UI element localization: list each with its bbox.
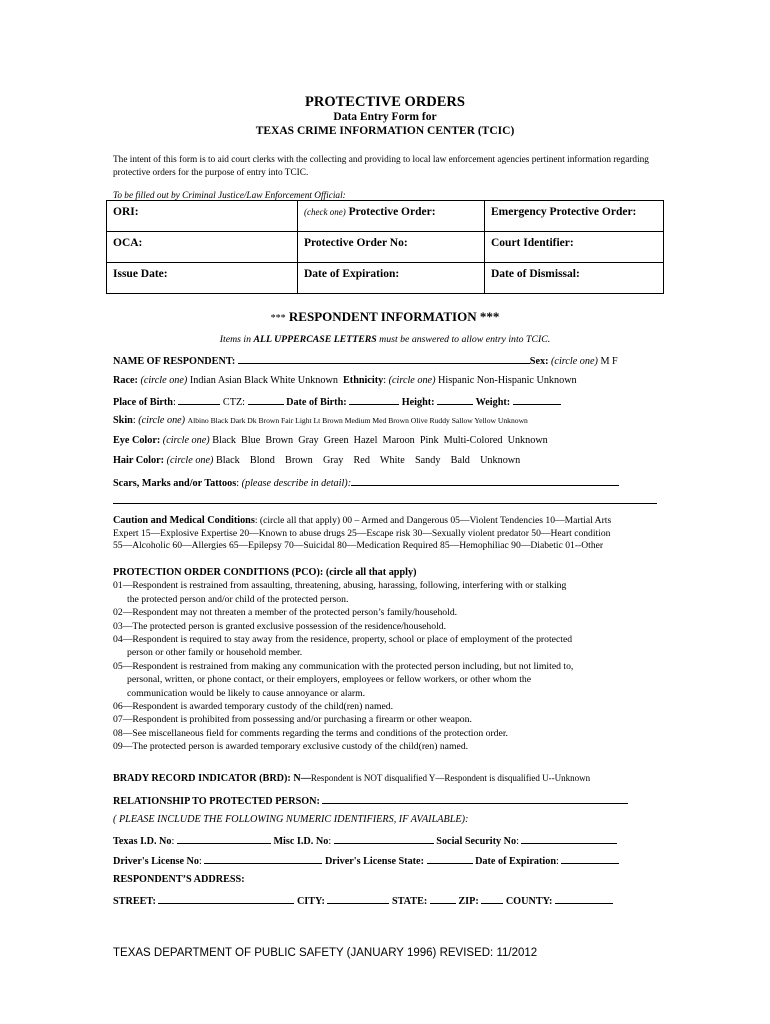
pco-04-line-2: person or other family or household member. (127, 647, 303, 659)
name-field[interactable] (238, 354, 530, 364)
skin-options[interactable]: Albino Black Dark Dk Brown Fair Light Lt Brown Medium Med Brown Olive Ruddy Sallow Yellow Unknown (187, 416, 528, 425)
scars-label: Scars, Marks and/or Tattoos (113, 478, 237, 489)
sex-options[interactable]: M F (600, 356, 618, 367)
expiration-label: Date of Expiration: (304, 268, 400, 280)
court-identifier-cell[interactable] (485, 232, 664, 263)
relationship-field[interactable] (322, 794, 628, 804)
respondent-heading (0, 309, 770, 325)
city-field[interactable] (327, 894, 389, 904)
race-options[interactable]: Indian Asian Black White Unknown (189, 375, 338, 386)
pco-05-line-2: personal, written, or phone contact, or their employers, employees or fellow workers, or other whom the (127, 674, 532, 686)
heading-stars: *** (270, 313, 286, 324)
city-label: CITY: (296, 896, 325, 907)
eye-row (113, 435, 661, 446)
heading-text: RESPONDENT INFORMATION *** (288, 309, 500, 324)
check-one-note: (check one) (304, 207, 346, 217)
brady-options[interactable]: Respondent is NOT disqualified Y—Respondent is disqualified U--Unknown (310, 773, 591, 783)
skin-label: Skin (113, 415, 133, 426)
scars-row: Scars, Marks and/or Tattoos: (please describe in detail): (113, 476, 661, 489)
skin-note: (circle one) (138, 415, 186, 426)
weight-label: Weight: (475, 397, 511, 408)
dl-state-label: Driver's License State: (324, 856, 424, 867)
name-label: NAME OF RESPONDENT: (113, 356, 236, 367)
pco-06[interactable]: 06—Respondent is awarded temporary custody of the child(ren) named. (113, 701, 394, 713)
ethnicity-options[interactable]: Hispanic Non-Hispanic Unknown (438, 375, 577, 386)
ethnicity-note: (circle one) (388, 375, 436, 386)
items-note (0, 334, 770, 345)
pco-heading: PROTECTION ORDER CONDITIONS (PCO): (circle all that apply) (113, 567, 417, 578)
issue-date-label: Issue Date: (113, 268, 168, 280)
protective-order-cell[interactable] (298, 201, 485, 232)
misc-id-field[interactable] (334, 834, 434, 844)
intro-text: The intent of this form is to aid court clerks with the collecting and providing to local law enforcement agencies pertinent information regarding protective orders for the purpose of entry into TCIC. (113, 155, 649, 178)
dl-exp-label: Date of Expiration (475, 856, 556, 867)
scars-field[interactable] (351, 476, 619, 486)
dob-label: Date of Birth: (286, 397, 347, 408)
expiration-cell[interactable] (298, 263, 485, 294)
items-note-post: must be answered to allow entry into TCIC. (376, 334, 551, 345)
name-row (113, 354, 661, 367)
eye-note: (circle one) (162, 435, 210, 446)
protective-order-no-label: Protective Order No: (304, 237, 408, 249)
ctz-label: CTZ: (222, 397, 245, 408)
pco-03[interactable]: 03—The protected person is granted exclusive possession of the residence/household. (113, 620, 447, 632)
ethnicity-label: Ethnicity (343, 375, 384, 386)
brady-n-letter[interactable]: N— (293, 773, 311, 784)
ssn-label: Social Security No (436, 836, 517, 847)
hair-note: (circle one) (166, 455, 214, 466)
caution-line-1[interactable]: (circle all that apply) 00 – Armed and Dangerous 05—Violent Tendencies 10—Martial Arts (259, 515, 612, 526)
ori-label: ORI: (113, 206, 139, 218)
birth-row: Place of Birth: CTZ: Date of Birth: Height: Weight: (113, 395, 661, 408)
texas-id-label: Texas I.D. No (113, 836, 172, 847)
ids-row-2: Driver's License No: Driver's License State: Date of Expiration: (113, 854, 661, 867)
form-title: PROTECTIVE ORDERS (305, 94, 465, 110)
brady-label: BRADY RECORD INDICATOR (BRD): (113, 773, 291, 784)
sex-note: (circle one) (551, 356, 598, 367)
address-row (113, 894, 661, 907)
pco-04-line-1[interactable]: 04—Respondent is required to stay away from the residence, property, school or place of employment of the protected (113, 634, 573, 646)
street-field[interactable] (158, 894, 294, 904)
form-subtitle-2: TEXAS CRIME INFORMATION CENTER (TCIC) (255, 125, 515, 137)
scars-field-line-2[interactable] (113, 503, 657, 504)
pco-08[interactable]: 08—See miscellaneous field for comments regarding the terms and conditions of the protection order. (113, 727, 508, 739)
caution-label: Caution and Medical Conditions (113, 515, 255, 526)
scars-note: (please describe in detail): (241, 478, 352, 489)
race-note: (circle one) (140, 375, 188, 386)
sex-label: Sex: (529, 356, 549, 367)
eye-label: Eye Color: (113, 435, 161, 446)
race-label: Race: (113, 375, 138, 386)
dl-state-field[interactable] (427, 854, 473, 864)
to-fill-note: To be filled out by Criminal Justice/Law Enforcement Official: (113, 191, 346, 201)
pco-02[interactable]: 02—Respondent may not threaten a member of the protected person’s family/household. (113, 607, 458, 619)
emergency-order-label: Emergency Protective Order: (491, 206, 637, 218)
pco-05-line-1[interactable]: 05—Respondent is restrained from making any communication with the protected person including, but not limited to, (113, 660, 574, 672)
pco-01-line-1[interactable]: 01—Respondent is restrained from assaulting, threatening, abusing, harassing, following, interfering with or stalking (113, 580, 567, 592)
pco-01-line-2: the protected person and/or child of the protected person. (127, 593, 349, 605)
height-field[interactable] (437, 395, 473, 405)
page-footer: TEXAS DEPARTMENT OF PUBLIC SAFETY (JANUARY 1996) REVISED: 11/2012 (113, 947, 538, 959)
weight-field[interactable] (513, 395, 561, 405)
issue-date-cell[interactable] (107, 263, 298, 294)
oca-label: OCA: (113, 237, 143, 249)
oca-cell[interactable] (107, 232, 298, 263)
dismissal-label: Date of Dismissal: (491, 268, 580, 280)
pco-07[interactable]: 07—Respondent is prohibited from possessing and/or purchasing a firearm or other weapon. (113, 714, 472, 726)
protective-order-label: Protective Order: (348, 206, 436, 218)
height-label: Height: (401, 397, 435, 408)
zip-label: ZIP: (458, 896, 479, 907)
hair-options[interactable]: Black Blond Brown Gray Red White Sandy Bald Unknown (215, 455, 521, 466)
zip-field[interactable] (481, 894, 503, 904)
race-row: Race: (circle one) Indian Asian Black White Unknown Ethnicity: (circle one) Hispanic Non-Hispanic Unknown (113, 375, 577, 386)
state-label: STATE: (391, 896, 428, 907)
dob-field[interactable] (349, 395, 399, 405)
items-note-bold: ALL UPPERCASE LETTERS (253, 334, 377, 345)
hair-label: Hair Color: (113, 455, 165, 466)
order-info-grid (106, 200, 664, 294)
items-note-pre: Items in (219, 334, 254, 345)
pco-block (113, 566, 661, 754)
protective-order-no-cell[interactable] (298, 232, 485, 263)
pob-label: Place of Birth (113, 397, 173, 408)
pob-field[interactable] (178, 395, 220, 405)
emergency-order-cell[interactable] (485, 201, 664, 232)
hair-row (113, 455, 661, 466)
ssn-field[interactable] (521, 834, 617, 844)
pco-09[interactable]: 09—The protected person is awarded temporary exclusive custody of the child(ren) named. (113, 741, 469, 753)
relationship-label: RELATIONSHIP TO PROTECTED PERSON: (113, 796, 320, 807)
caution-block: Caution and Medical Conditions: (circle all that apply) 00 – Armed and Dangerous 05—Violent Tendencies 10—Martial Arts Expert 15—Explosive Expertise 20—Known to abuse drugs 25—Escape risk 30—Sexually violent predator 50—Heart condition 55—Alcoholic 60—Allergies 65—Epilepsy 70—Suicidal 80—Medication Required 85—Hemophiliac 90—Diabetic 01--Other (113, 515, 661, 553)
state-field[interactable] (430, 894, 456, 904)
texas-id-field[interactable] (177, 834, 271, 844)
court-identifier-label: Court Identifier: (491, 237, 574, 249)
county-label: COUNTY: (505, 896, 553, 907)
eye-options[interactable]: Black Blue Brown Gray Green Hazel Maroon Pink Multi-Colored Unknown (212, 435, 548, 446)
ctz-field[interactable] (248, 395, 284, 405)
street-label: STREET: (113, 896, 156, 907)
dl-label: Driver's License No (113, 856, 200, 867)
dl-field[interactable] (204, 854, 322, 864)
form-subtitle-1: Data Entry Form for (333, 111, 437, 123)
ori-cell[interactable] (107, 201, 298, 232)
caution-line-2[interactable]: Expert 15—Explosive Expertise 20—Known to abuse drugs 25—Escape risk 30—Sexually violent predator 50—Heart condition (113, 527, 611, 539)
misc-id-label: Misc I.D. No (273, 836, 329, 847)
dismissal-cell[interactable] (485, 263, 664, 294)
caution-line-3[interactable]: 55—Alcoholic 60—Allergies 65—Epilepsy 70—Suicidal 80—Medication Required 85—Hemophiliac 90—Diabetic 01--Other (113, 540, 604, 552)
identifiers-note: ( PLEASE INCLUDE THE FOLLOWING NUMERIC IDENTIFIERS, IF AVAILABLE): (113, 814, 469, 825)
skin-row: Skin: (circle one) Albino Black Dark Dk Brown Fair Light Lt Brown Medium Med Brown Olive Ruddy Sallow Yellow Unknown (113, 415, 528, 426)
county-field[interactable] (555, 894, 613, 904)
brady-row (113, 773, 661, 784)
dl-exp-field[interactable] (561, 854, 619, 864)
address-label: RESPONDENT’S ADDRESS: (113, 874, 245, 885)
ids-row-1: Texas I.D. No: Misc I.D. No: Social Security No: (113, 834, 661, 847)
pco-05-line-3: communication would be likely to cause annoyance or alarm. (127, 687, 366, 699)
relationship-row (113, 794, 661, 807)
